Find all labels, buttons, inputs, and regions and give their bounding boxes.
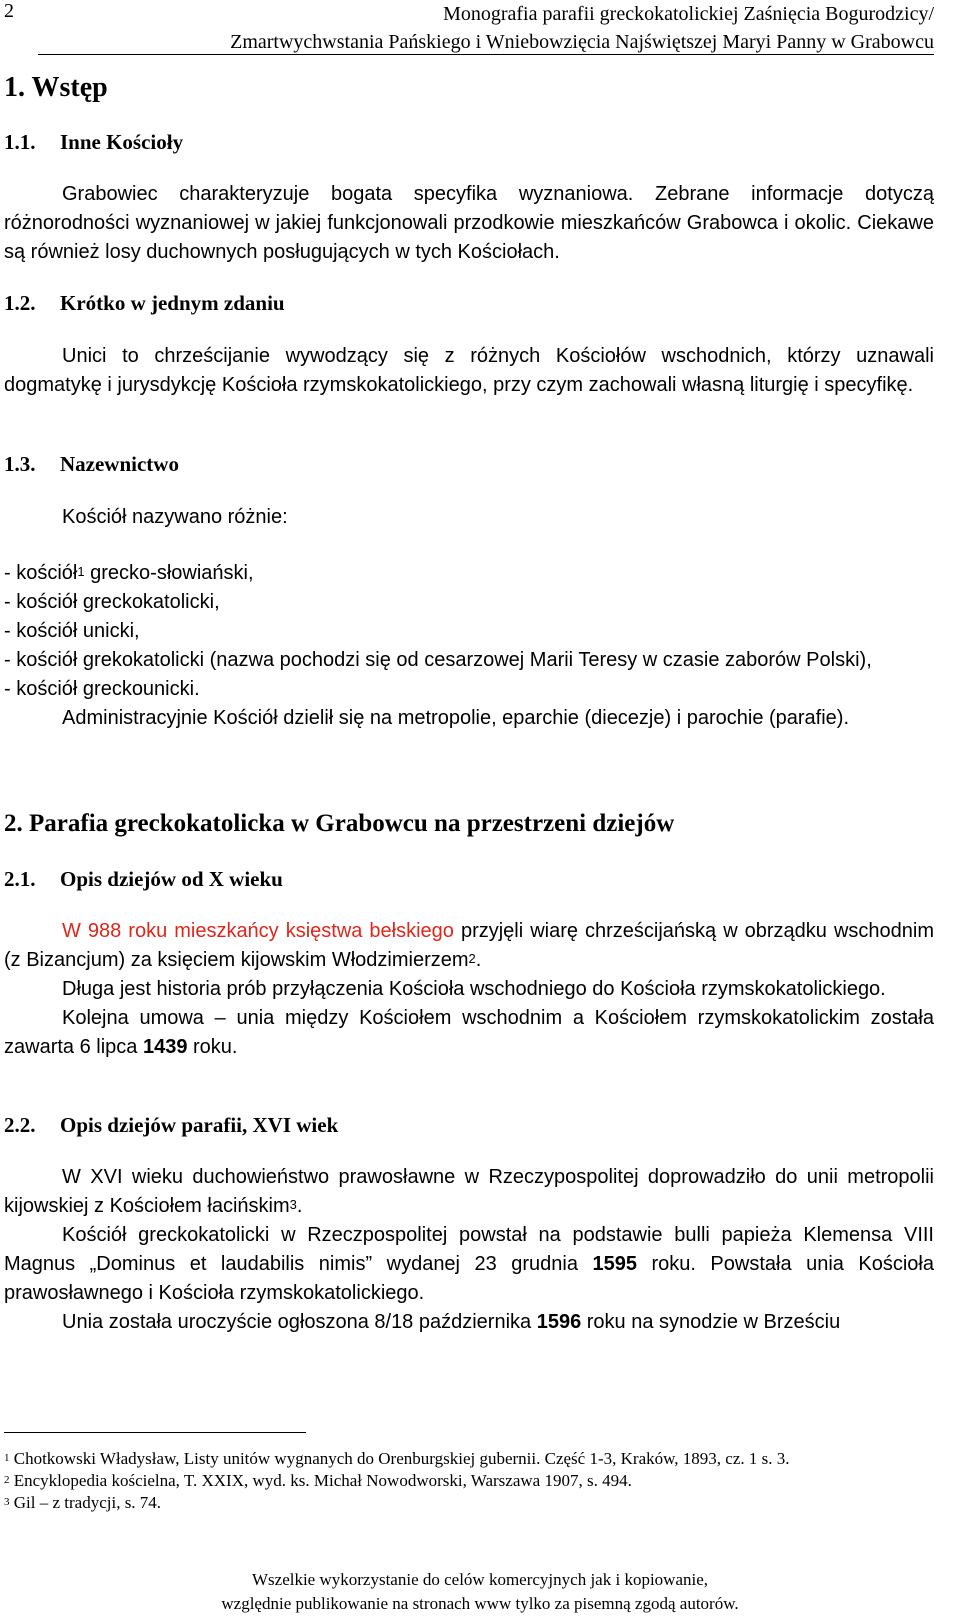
footnote: $^2$ Encyklopedia kościelna, T. XXIX, wyd. ks. Michał Nowodworski, Warszawa 1907, s. 494.: [4, 1471, 632, 1490]
paragraph-text: W 988 roku mieszkańcy księstwa bełskiego przyjęli wiarę chrześcijańską w obrządku wschodnim (z Bizancjum) za księciem kijowskim Włodzimierzem$^2$.: [4, 920, 934, 971]
paragraph-text: Kolejna umowa – unia między Kościołem wschodnim a Kościołem rzymskokatolickim została zawarta 6 lipca 1439 roku.: [4, 1007, 934, 1058]
section-heading-1-3: [4, 452, 179, 477]
footer-line-1: Wszelkie wykorzystanie do celów komercyjnych jak i kopiowanie,: [251, 1570, 709, 1589]
header-rule: [38, 54, 934, 55]
paragraph-text: Długa jest historia prób przyłączenia Kościoła wschodniego do Kościoła rzymskokatolickiego.: [62, 978, 886, 1000]
footnotes: [4, 1448, 934, 1514]
paragraph-2-2: [4, 1163, 934, 1337]
section-heading-1-1: [4, 130, 183, 155]
running-header-line-2: Zmartwychwstania Pańskiego i Wniebowzięcia Najświętszej Maryi Panny w Grabowcu: [230, 31, 934, 53]
paragraph-2-1: [4, 917, 934, 1062]
heading-title: Opis dziejów parafii, XVI wiek: [60, 1113, 339, 1137]
paragraph-text: Grabowiec charakteryzuje bogata specyfika wyznaniowa. Zebrane informacje dotyczą różnorodności wyznaniowej w jakiej funkcjonowali przodkowie mieszkańców Grabowca i okolic. Ciekawe są również losy duchownych posługujących w tych Kościołach.: [4, 183, 934, 263]
paragraph-1-3-intro: [4, 503, 934, 532]
heading-title: Inne Kościoły: [60, 130, 184, 154]
paragraph-1-1: [4, 180, 934, 267]
year-bold: 1595: [592, 1253, 637, 1275]
list-item: - kościół greckokatolicki,: [4, 591, 220, 613]
paragraph-text: Administracyjnie Kościół dzielił się na metropolie, eparchie (diecezje) i parochie (parafie).: [62, 707, 850, 729]
footnote-ref: 1: [77, 564, 85, 579]
paragraph-text: W XVI wieku duchowieństwo prawosławne w Rzeczypospolitej doprowadziło do unii metropolii kijowskiej z Kościołem łacińskim$^3$.: [4, 1166, 934, 1217]
paragraph-text: Kościół nazywano różnie:: [62, 506, 288, 528]
section-heading-1-2: [4, 291, 285, 316]
section-heading-1: 1. Wstęp: [4, 72, 108, 103]
heading-title: Opis dziejów od X wieku: [60, 867, 283, 891]
footer-line-2: względnie publikowanie na stronach www tylko za pisemną zgodą autorów.: [221, 1594, 739, 1613]
footnote-ref: 2: [468, 951, 476, 966]
section-heading-2-1: [4, 867, 283, 892]
running-header-line-1: Monografia parafii greckokatolickiej Zaśnięcia Bogurodzicy/: [443, 3, 934, 25]
footnote: $^1$ Chotkowski Władysław, Listy unitów wygnanych do Orenburgskiej gubernii. Część 1-3, Kraków, 1893, cz. 1 s. 3.: [4, 1449, 790, 1468]
heading-number: 2.1.: [4, 867, 36, 891]
heading-number: 1.3.: [4, 452, 36, 476]
page-number: 2: [4, 0, 14, 22]
heading-title: Krótko w jednym zdaniu: [60, 291, 285, 315]
section-heading-2-2: [4, 1113, 338, 1138]
paragraph-1-2: [4, 342, 934, 400]
heading-number: 2.2.: [4, 1113, 36, 1137]
paragraph-text: Unia została uroczyście ogłoszona 8/18 października 1596 roku na synodzie w Brześciu: [62, 1311, 841, 1333]
footnote-ref: 3: [289, 1197, 297, 1212]
footnote: $^3$ Gil – z tradycji, s. 74.: [4, 1493, 162, 1512]
running-header: [60, 0, 934, 56]
footnote-rule: [4, 1432, 306, 1433]
paragraph-text: Unici to chrześcijanie wywodzący się z różnych Kościołów wschodnich, którzy uznawali dogmatykę i jurysdykcję Kościoła rzymskokatolickiego, przy czym zachowali własną liturgię i specyfikę.: [4, 345, 934, 396]
list-item: - kościół$^1$ grecko-słowiański,: [4, 562, 254, 584]
list-item: - kościół grekokatolicki (nazwa pochodzi się od cesarzowej Marii Teresy w czasie zaborów Polski),: [4, 649, 872, 671]
list-item: - kościół greckounicki.: [4, 678, 200, 700]
highlighted-text: W 988 roku mieszkańcy księstwa bełskiego: [62, 920, 454, 942]
section-heading-2: 2. Parafia greckokatolicka w Grabowcu na przestrzeni dziejów: [4, 810, 675, 837]
heading-title: Nazewnictwo: [60, 452, 179, 476]
heading-number: 1.2.: [4, 291, 36, 315]
year-bold: 1596: [536, 1311, 582, 1333]
name-list: [4, 559, 934, 733]
page-footer: [0, 1568, 960, 1616]
year-bold: 1439: [142, 1036, 188, 1058]
list-item: - kościół unicki,: [4, 620, 140, 642]
paragraph-text: Kościół greckokatolicki w Rzeczpospolitej powstał na podstawie bulli papieża Klemensa VIII Magnus „Dominus et laudabilis nimis” wydanej 23 grudnia 1595 roku. Powstała unia Kościoła prawosławnego i Kościoła rzymskokatolickiego.: [4, 1224, 934, 1304]
heading-number: 1.1.: [4, 130, 36, 154]
